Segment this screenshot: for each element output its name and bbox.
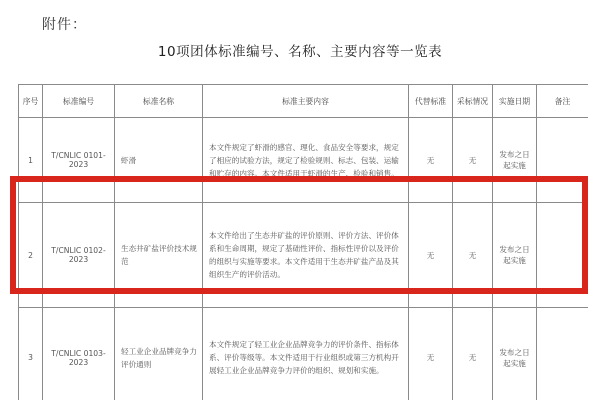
cell-content: 本文件给出了生态井矿盐的评价原则、评价方法、评价体系和生命周期，规定了基础性评价、指标性评价以及评价的组织与实施等要求。本文件适用于生态井矿盐产品及其组织生产的评价活动。 xyxy=(203,203,409,308)
standards-table xyxy=(18,84,588,400)
cell-code: T/CNLIC 0101-2023 xyxy=(43,118,115,203)
table-row xyxy=(19,118,589,203)
cell-remark xyxy=(537,308,589,400)
cell-remark xyxy=(537,118,589,203)
header-replace: 代替标准 xyxy=(409,85,453,118)
cell-name: 生态井矿盐评价技术规范 xyxy=(115,203,203,308)
cell-adopt: 无 xyxy=(453,203,493,308)
header-remark: 备注 xyxy=(537,85,589,118)
attachment-label: 附件： xyxy=(42,17,87,33)
cell-replace: 无 xyxy=(409,308,453,400)
cell-content xyxy=(203,118,409,203)
cell-code: T/CNLIC 0102-2023 xyxy=(43,203,115,308)
table-row xyxy=(19,308,589,400)
header-name: 标准名称 xyxy=(115,85,203,118)
header-code: 标准编号 xyxy=(43,85,115,118)
cell-date: 发布之日起实施 xyxy=(493,203,537,308)
cell-seq: 2 xyxy=(19,203,43,308)
cell-code: T/CNLIC 0103-2023 xyxy=(43,308,115,400)
cell-name: 虾滑 xyxy=(115,118,203,203)
cell-replace: 无 xyxy=(409,118,453,203)
cell-date: 发布之日起实施 xyxy=(493,118,537,203)
cell-date: 发布之日起实施 xyxy=(493,308,537,400)
header-seq: 序号 xyxy=(19,85,43,118)
header-adopt: 采标情况 xyxy=(453,85,493,118)
document-title: 10项团体标准编号、名称、主要内容等一览表 xyxy=(157,44,443,60)
cell-seq: 3 xyxy=(19,308,43,400)
cell-remark xyxy=(537,203,589,308)
cell-content: 本文件规定了轻工业企业品牌竞争力的评价条件、指标体系、评价等级等。本文件适用于行业组织或第三方机构开展轻工业企业品牌竞争力评价的组织、规划和实施。 xyxy=(203,308,409,400)
cell-content-text: 本文件规定了虾滑的感官、理化、食品安全等要求，规定了相应的试验方法，规定了检验规则、标志、包装、运输和贮存的内容。本文件适用于虾滑的生产、检验和销售。 xyxy=(209,142,399,178)
header-date: 实施日期 xyxy=(493,85,537,118)
cell-replace: 无 xyxy=(409,203,453,308)
cell-name: 轻工业企业品牌竞争力评价通则 xyxy=(115,308,203,400)
standards-table-container xyxy=(18,84,588,400)
table-header-row xyxy=(19,85,589,118)
cell-adopt: 无 xyxy=(453,118,493,203)
cell-seq: 1 xyxy=(19,118,43,203)
header-content: 标准主要内容 xyxy=(203,85,409,118)
cell-adopt: 无 xyxy=(453,308,493,400)
table-row xyxy=(19,203,589,308)
